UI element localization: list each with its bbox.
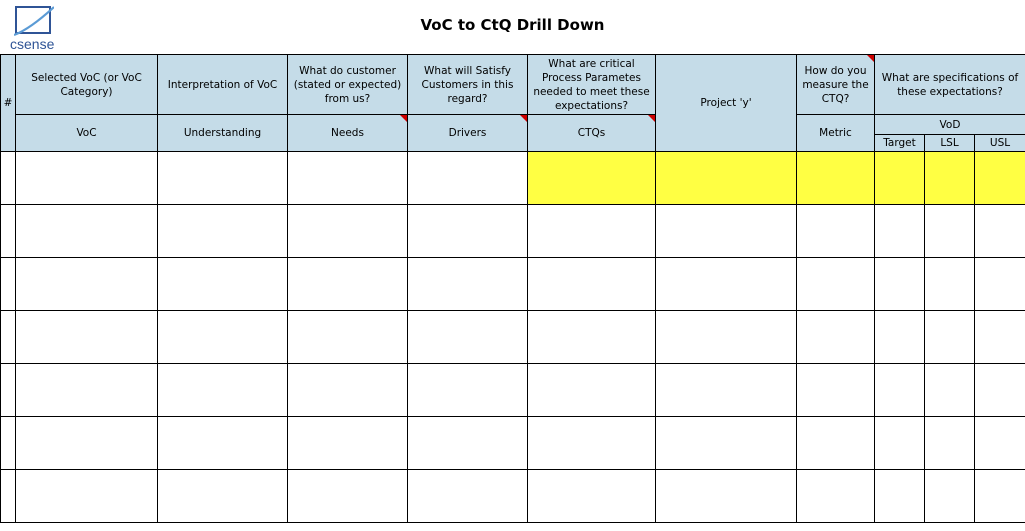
cell[interactable] <box>288 205 408 258</box>
usl-label: USL <box>975 135 1025 152</box>
cell[interactable] <box>16 470 158 523</box>
cell[interactable] <box>16 311 158 364</box>
table-row <box>1 152 1025 205</box>
cell[interactable] <box>875 417 925 470</box>
cell[interactable] <box>288 258 408 311</box>
cell[interactable] <box>656 258 797 311</box>
cell[interactable] <box>797 364 875 417</box>
cell[interactable] <box>656 205 797 258</box>
cell[interactable] <box>797 258 875 311</box>
cell[interactable] <box>656 364 797 417</box>
cell[interactable] <box>288 417 408 470</box>
table-row <box>1 205 1025 258</box>
cell[interactable] <box>288 470 408 523</box>
metric-label: Metric <box>797 115 875 152</box>
interpretation-question-header: Interpretation of VoC <box>158 55 288 115</box>
cell[interactable] <box>875 205 925 258</box>
cell[interactable] <box>288 364 408 417</box>
row-number-header: # <box>1 55 16 152</box>
cell[interactable] <box>925 364 975 417</box>
cell[interactable] <box>925 311 975 364</box>
understanding-label: Understanding <box>158 115 288 152</box>
ctq-question-header: What are critical Process Parametes needed to meet these expectations? <box>528 55 656 115</box>
cell[interactable] <box>158 205 288 258</box>
table-row <box>1 258 1025 311</box>
cell[interactable] <box>288 311 408 364</box>
cell[interactable] <box>797 205 875 258</box>
cell[interactable] <box>1 470 16 523</box>
cell[interactable] <box>158 470 288 523</box>
page-title: VoC to CtQ Drill Down <box>420 16 605 34</box>
table-row <box>1 470 1025 523</box>
needs-question-header: What do customer (stated or expected) from us? <box>288 55 408 115</box>
cell[interactable] <box>16 258 158 311</box>
cell[interactable] <box>1 311 16 364</box>
cell[interactable] <box>656 417 797 470</box>
highlighted-cell[interactable] <box>875 152 925 205</box>
cell[interactable] <box>797 417 875 470</box>
cell[interactable] <box>1 417 16 470</box>
cell[interactable] <box>408 417 528 470</box>
cell[interactable] <box>408 311 528 364</box>
cell[interactable] <box>408 205 528 258</box>
drivers-question-header: What will Satisfy Customers in this regard? <box>408 55 528 115</box>
metric-question-header: How do you measure the CTQ? <box>797 55 875 115</box>
cell[interactable] <box>528 364 656 417</box>
cell[interactable] <box>158 258 288 311</box>
needs-label: Needs <box>288 115 408 152</box>
lsl-label: LSL <box>925 135 975 152</box>
cell[interactable] <box>1 205 16 258</box>
cell[interactable] <box>925 205 975 258</box>
cell[interactable] <box>656 311 797 364</box>
cell[interactable] <box>158 311 288 364</box>
cell[interactable] <box>528 470 656 523</box>
cell[interactable] <box>528 258 656 311</box>
spec-question-header: What are specifications of these expectations? <box>875 55 1025 115</box>
highlighted-cell[interactable] <box>656 152 797 205</box>
cell[interactable] <box>408 470 528 523</box>
cell[interactable] <box>1 152 16 205</box>
cell[interactable] <box>975 258 1025 311</box>
cell[interactable] <box>875 311 925 364</box>
cell[interactable] <box>408 152 528 205</box>
cell[interactable] <box>975 205 1025 258</box>
target-label: Target <box>875 135 925 152</box>
cell[interactable] <box>528 311 656 364</box>
cell[interactable] <box>16 205 158 258</box>
cell[interactable] <box>975 364 1025 417</box>
cell[interactable] <box>797 311 875 364</box>
voc-label: VoC <box>16 115 158 152</box>
cell[interactable] <box>408 364 528 417</box>
cell[interactable] <box>1 258 16 311</box>
cell[interactable] <box>797 470 875 523</box>
cell[interactable] <box>875 364 925 417</box>
cell[interactable] <box>656 470 797 523</box>
cell[interactable] <box>875 470 925 523</box>
cell[interactable] <box>158 417 288 470</box>
project-y-header: Project 'y' <box>656 55 797 152</box>
cell[interactable] <box>875 258 925 311</box>
highlighted-cell[interactable] <box>925 152 975 205</box>
cell[interactable] <box>158 152 288 205</box>
table-row <box>1 417 1025 470</box>
cell[interactable] <box>288 152 408 205</box>
cell[interactable] <box>16 152 158 205</box>
drivers-label: Drivers <box>408 115 528 152</box>
cell[interactable] <box>975 470 1025 523</box>
cell[interactable] <box>925 417 975 470</box>
cell[interactable] <box>408 258 528 311</box>
ctqs-label: CTQs <box>528 115 656 152</box>
highlighted-cell[interactable] <box>797 152 875 205</box>
cell[interactable] <box>925 258 975 311</box>
logo-text: csense <box>10 36 55 52</box>
table-row <box>1 364 1025 417</box>
cell[interactable] <box>528 205 656 258</box>
cell[interactable] <box>925 470 975 523</box>
highlighted-cell[interactable] <box>528 152 656 205</box>
cell[interactable] <box>528 417 656 470</box>
cell[interactable] <box>975 311 1025 364</box>
cell[interactable] <box>158 364 288 417</box>
highlighted-cell[interactable] <box>975 152 1025 205</box>
voc-question-header: Selected VoC (or VoC Category) <box>16 55 158 115</box>
cell[interactable] <box>16 364 158 417</box>
drill-down-table <box>0 54 1025 523</box>
cell[interactable] <box>16 417 158 470</box>
cell[interactable] <box>1 364 16 417</box>
cell[interactable] <box>975 417 1025 470</box>
vod-label: VoD <box>875 115 1025 135</box>
table-row <box>1 311 1025 364</box>
